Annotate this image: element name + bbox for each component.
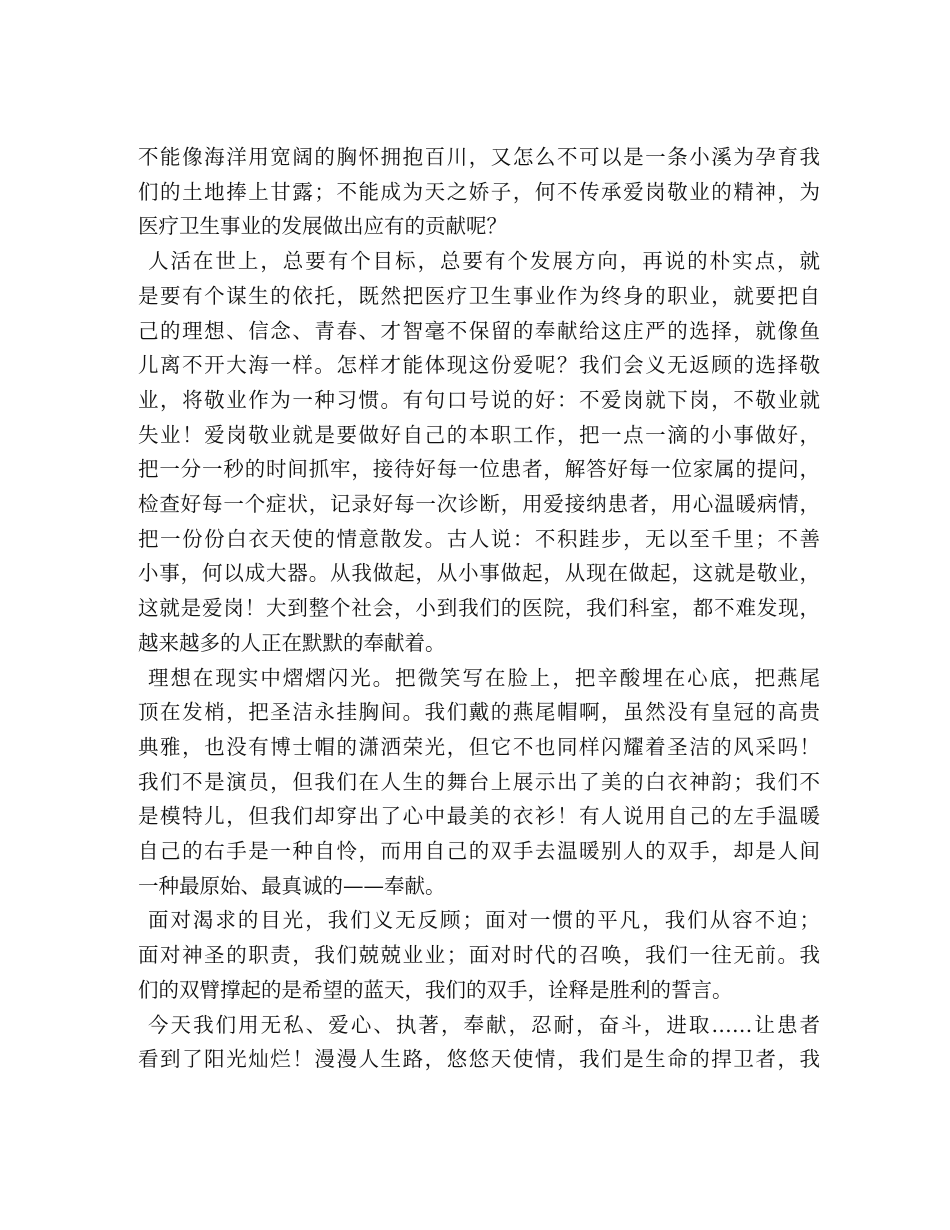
text-line: 一种最原始、最真诚的——奉献。 xyxy=(138,873,446,898)
text-line: 越来越多的人正在默默的奉献着。 xyxy=(138,630,446,655)
text-line: 小事，何以成大器。从我做起，从小事做起，从现在做起，这就是敬业， xyxy=(138,561,820,586)
text-line: 业，将敬业作为一种习惯。有句口号说的好：不爱岗就下岗，不敬业就 xyxy=(138,387,820,412)
text-line: 把一分一秒的时间抓牢，接待好每一位患者，解答好每一位家属的提问， xyxy=(138,457,820,482)
text-line: 己的理想、信念、青春、才智毫不保留的奉献给这庄严的选择，就像鱼 xyxy=(138,318,820,343)
document-body xyxy=(138,140,820,1077)
text-line: 不能像海洋用宽阔的胸怀拥抱百川，又怎么不可以是一条小溪为孕育我 xyxy=(138,145,820,169)
text-line: 医疗卫生事业的发展做出应有的贡献呢？ xyxy=(138,214,507,239)
text-line: 把一份份白衣天使的情意散发。古人说：不积跬步，无以至千里；不善 xyxy=(138,526,820,551)
text-line: 这就是爱岗！大到整个社会，小到我们的医院，我们科室，都不难发现， xyxy=(138,596,820,621)
text-line: 顶在发梢，把圣洁永挂胸间。我们戴的燕尾帽啊，虽然没有皇冠的高贵 xyxy=(138,700,820,725)
text-line: 自己的右手是一种自怜，而用自己的双手去温暖别人的双手，却是人间 xyxy=(138,839,820,864)
text-line: 我们不是演员，但我们在人生的舞台上展示出了美的白衣神韵；我们不 xyxy=(138,769,820,794)
text-line: 们的双臂撑起的是希望的蓝天，我们的双手，诠释是胜利的誓言。 xyxy=(138,977,733,1002)
text-line: 面对神圣的职责，我们兢兢业业；面对时代的召唤，我们一往无前。我 xyxy=(138,943,820,968)
text-line: 检查好每一个症状，记录好每一次诊断，用爱接纳患者，用心温暖病情， xyxy=(138,492,820,517)
text-line: 失业！爱岗敬业就是要做好自己的本职工作，把一点一滴的小事做好， xyxy=(138,422,820,447)
text-line: 是要有个谋生的依托，既然把医疗卫生事业作为终身的职业，就要把自 xyxy=(138,283,820,308)
text-line: 看到了阳光灿烂！漫漫人生路，悠悠天使情，我们是生命的捍卫者，我 xyxy=(138,1047,820,1072)
text-line: 典雅，也没有博士帽的潇洒荣光，但它不也同样闪耀着圣洁的风采吗！ xyxy=(138,734,820,759)
text-line: 面对渴求的目光，我们义无反顾；面对一惯的平凡，我们从容不迫； xyxy=(148,908,820,933)
text-line: 儿离不开大海一样。怎样才能体现这份爱呢？我们会义无返顾的选择敬 xyxy=(138,353,820,378)
text-line: 是模特儿，但我们却穿出了心中最美的衣衫！有人说用自己的左手温暖 xyxy=(138,804,820,829)
text-line: 理想在现实中熠熠闪光。把微笑写在脸上，把辛酸埋在心底，把燕尾 xyxy=(148,665,820,690)
text-line: 人活在世上，总要有个目标，总要有个发展方向，再说的朴实点，就 xyxy=(148,249,820,274)
text-line: 今天我们用无私、爱心、执著，奉献，忍耐，奋斗，进取……让患者 xyxy=(148,1012,820,1037)
text-line: 们的土地捧上甘露；不能成为天之娇子，何不传承爱岗敬业的精神，为 xyxy=(138,179,820,204)
